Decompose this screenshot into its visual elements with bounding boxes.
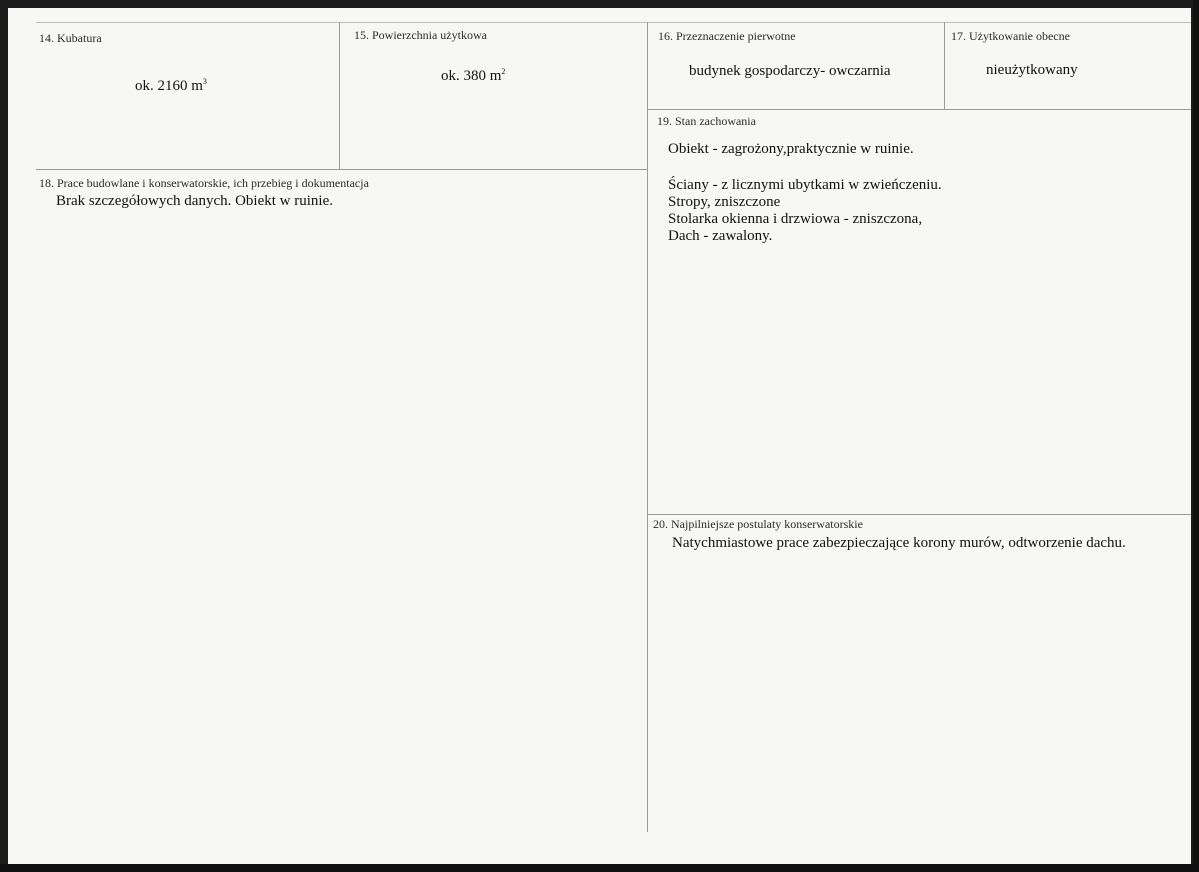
scan-edge-right <box>1193 0 1199 872</box>
field-19-line-2: Ściany - z licznymi ubytkami w zwieńczeniu. <box>668 177 942 193</box>
field-19-line-1: Obiekt - zagrożony,praktycznie w ruinie. <box>668 141 914 157</box>
field-20-value: Natychmiastowe prace zabezpieczające korony murów, odtworzenie dachu. <box>672 535 1126 551</box>
field-14-label: 14. Kubatura <box>39 31 102 45</box>
field-19-line-4: Stolarka okienna i drzwiowa - zniszczona, <box>668 211 923 227</box>
field-14-value: ok. 2160 $m^3$ <box>135 77 207 94</box>
field-15-label: 15. Powierzchnia użytkowa <box>354 28 487 42</box>
field-18-label: 18. Prace budowlane i konserwatorskie, ich przebieg i dokumentacja <box>39 176 369 190</box>
divider-under-16-17 <box>647 109 1191 110</box>
field-19-line-5: Dach - zawalony. <box>668 228 773 244</box>
field-16-value: budynek gospodarczy- owczarnia <box>689 63 891 79</box>
field-19-content <box>668 141 942 245</box>
field-15-value: ok. 380 $m^2$ <box>441 67 506 84</box>
field-16-label: 16. Przeznaczenie pierwotne <box>658 29 796 43</box>
divider-14-15 <box>339 22 340 170</box>
field-20-label: 20. Najpilniejsze postulaty konserwatorskie <box>653 517 863 531</box>
divider-above-20 <box>647 514 1191 515</box>
divider-16-17 <box>944 22 945 110</box>
document-sheet <box>8 8 1191 864</box>
divider-under-14-15 <box>36 169 648 170</box>
scan-edge-bottom <box>0 864 1199 872</box>
field-19-line-3: Stropy, zniszczone <box>668 194 781 210</box>
field-18-value: Brak szczegółowych danych. Obiekt w ruinie. <box>56 193 333 209</box>
top-border <box>36 22 1191 23</box>
field-17-value: nieużytkowany <box>986 62 1078 78</box>
field-17-label: 17. Użytkowanie obecne <box>951 29 1070 43</box>
field-19-label: 19. Stan zachowania <box>657 114 756 128</box>
divider-left-right <box>647 22 648 832</box>
